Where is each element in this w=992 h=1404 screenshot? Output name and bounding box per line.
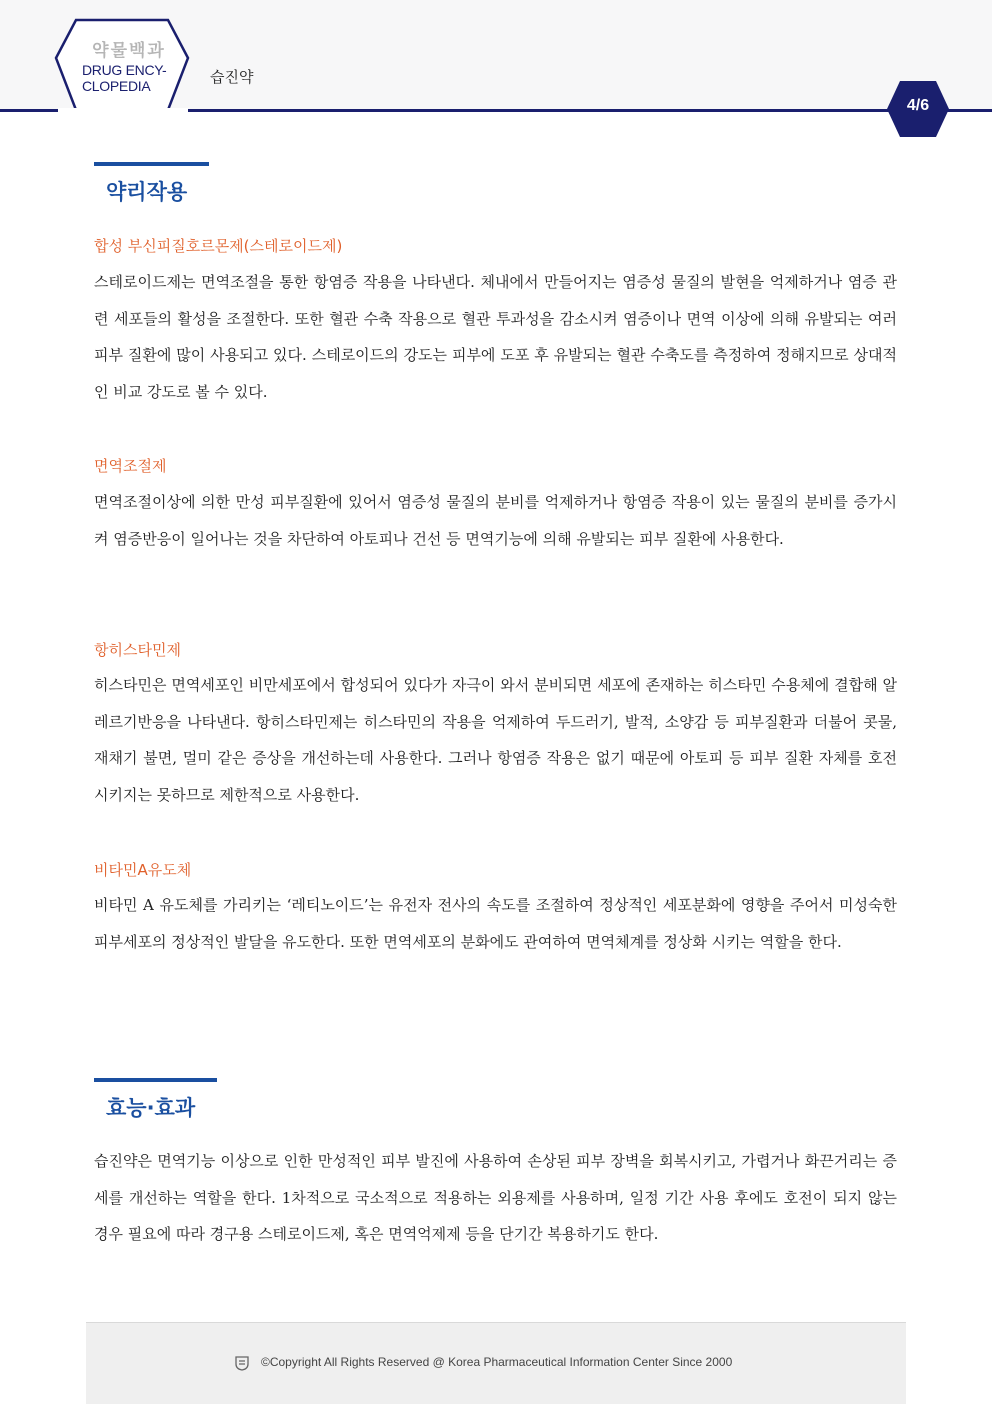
paragraph-efficacy: 습진약은 면역기능 이상으로 인한 만성적인 피부 발진에 사용하여 손상된 피부 장벽을 회복시키고, 가렵거나 화끈거리는 증세를 개선하는 역할을 한다. 1차적으로 국소적으로 적용하는 외용제를 사용하며, 일정 기간 사용 후에도 호전이 되지 않는 경우 필요에 따라 경구용 스테로이드제, 혹은 면역억제제 등을 단기간 복용하기도 한다. bbox=[94, 1152, 897, 1244]
logo-english-line2: CLOPEDIA bbox=[82, 78, 151, 94]
document-title: 습진약 bbox=[210, 68, 254, 86]
page-footer bbox=[86, 1322, 906, 1404]
page-indicator: 4/6 bbox=[906, 97, 930, 114]
shield-crest-icon bbox=[234, 1355, 250, 1371]
paragraph-vitamin-a: 비타민 A 유도체를 가리키는 ‘레티노이드’는 유전자 전사의 속도를 조절하여 정상적인 세포분화에 영향을 주어서 미성숙한 피부세포의 정상적인 발달을 유도한다. 또한 면역세포의 분화에도 관여하여 면역체계를 정상화 시키는 역할을 한다. bbox=[94, 896, 897, 951]
copyright-text: ©Copyright All Rights Reserved @ Korea Pharmaceutical Information Center Since 2000 bbox=[261, 1355, 733, 1369]
paragraph-immunomodulators: 면역조절이상에 의한 만성 피부질환에 있어서 염증성 물질의 분비를 억제하거나 항염증 작용이 있는 물질의 분비를 증가시켜 염증반응이 일어나는 것을 차단하여 아토피나 건선 등 면역기능에 의해 유발되는 피부 질환에 사용한다. bbox=[94, 493, 897, 548]
section-title-efficacy: 효능·효과 bbox=[106, 1096, 196, 1120]
section-title-bar bbox=[94, 162, 209, 166]
subheading-vitamin-a: 비타민A유도체 bbox=[94, 861, 192, 879]
logo bbox=[70, 40, 188, 94]
logo-korean: 약물백과 bbox=[92, 41, 166, 61]
subheading-immunomodulators: 면역조절제 bbox=[94, 457, 167, 475]
subheading-antihistamines: 항히스타민제 bbox=[94, 641, 181, 659]
paragraph-antihistamines: 히스타민은 면역세포인 비만세포에서 합성되어 있다가 자극이 와서 분비되면 세포에 존재하는 히스타민 수용체에 결합해 알레르기반응을 나타낸다. 항히스타민제는 히스타민의 작용을 억제하여 두드러기, 발적, 소양감 등 피부질환과 더불어 콧물, 재채기 불면, 멀미 같은 증상을 개선하는데 사용한다. 그러나 항염증 작용은 없기 때문에 아토피 등 피부 질환 자체를 호전 시키지는 못하므로 제한적으로 사용한다. bbox=[94, 676, 897, 804]
section-title-pharmacology: 약리작용 bbox=[106, 180, 188, 204]
paragraph-steroids: 스테로이드제는 면역조절을 통한 항염증 작용을 나타낸다. 체내에서 만들어지는 염증성 물질의 발현을 억제하거나 염증 관련 세포들의 활성을 조절한다. 또한 혈관 수축 작용으로 혈관 투과성을 감소시켜 염증이나 면역 이상에 의해 유발되는 여러 피부 질환에 많이 사용되고 있다. 스테로이드의 강도는 피부에 도포 후 유발되는 혈관 수축도를 측정하여 정해지므로 상대적인 비교 강도로 볼 수 있다. bbox=[94, 273, 897, 401]
subheading-steroids: 합성 부신피질호르몬제(스테로이드제) bbox=[94, 237, 343, 255]
logo-english-line1: DRUG ENCY- bbox=[82, 62, 167, 78]
section-title-bar bbox=[94, 1078, 217, 1082]
